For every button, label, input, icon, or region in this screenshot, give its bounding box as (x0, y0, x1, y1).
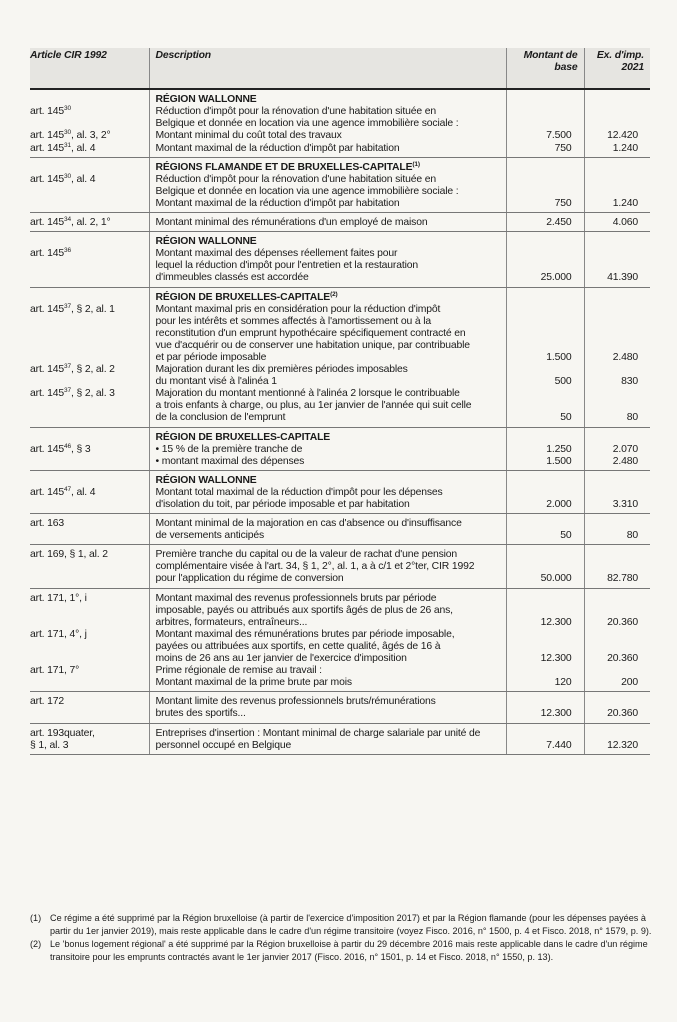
description-cell (149, 514, 506, 545)
article-line (30, 499, 143, 511)
tax-year-amount-line: 830 (621, 376, 638, 388)
article-line: art. $145^{36}$ (30, 247, 71, 260)
table-row (30, 470, 650, 513)
tax-year-amount-line (591, 364, 639, 376)
article-line: art. $145^{37}$, § 2, al. 2 (30, 363, 115, 376)
base-amount-line (513, 593, 572, 605)
superscript: 30 (64, 172, 71, 180)
article-line (30, 617, 143, 629)
base-amount-line (513, 174, 572, 186)
tax-year-amount-line (591, 475, 639, 487)
description-line: Réduction d'impôt pour la rénovation d'une habitation située en (155, 106, 436, 118)
article-cell (30, 692, 149, 723)
table-row (30, 89, 650, 157)
description-line: • 15 % de la première tranche de (155, 443, 303, 455)
article-cell (30, 545, 149, 588)
base-amount-cell (506, 470, 584, 513)
base-amount-line (513, 340, 572, 352)
header-description: Description (149, 48, 506, 89)
base-amount-line (513, 94, 572, 106)
description-line: Montant maximal de la réduction d'impôt par habitation (155, 197, 400, 209)
base-amount-cell (506, 89, 584, 157)
tax-year-amount-line: 41.390 (607, 272, 638, 284)
article-cell (30, 588, 149, 692)
article-cell (30, 213, 149, 232)
tax-year-amount-cell (584, 723, 650, 754)
footnote-marker: (2) (30, 939, 42, 949)
tax-year-amount-line (591, 248, 639, 260)
description-line: Majoration du montant mentionné à l'alinéa 2 lorsque le contribuable (155, 388, 460, 400)
base-amount-line: 25.000 (540, 272, 572, 284)
article-line (30, 94, 143, 106)
article-line (30, 573, 143, 585)
article-line: art. 171, 1°, i (30, 592, 87, 604)
superscript: 47 (64, 485, 71, 493)
tax-year-amount-line (591, 162, 639, 174)
tax-year-amount-line (591, 432, 639, 444)
table-row (30, 692, 650, 723)
base-amount-line: 12.300 (540, 653, 572, 665)
tax-year-amount-line: 20.360 (607, 616, 638, 628)
tax-year-amount-line: 80 (626, 412, 638, 424)
description-line: et par période imposable (155, 351, 267, 363)
base-amount-line: 12.300 (540, 616, 572, 628)
article-line: art. 163 (30, 518, 65, 530)
base-amount-cell (506, 157, 584, 212)
base-amount-line (513, 186, 572, 198)
tax-year-amount-line: 4.060 (612, 217, 638, 229)
base-amount-line (513, 487, 572, 499)
tax-year-amount-line: 20.360 (607, 708, 638, 720)
base-amount-line (513, 388, 572, 400)
tax-year-amount-cell (584, 89, 650, 157)
base-amount-cell (506, 545, 584, 588)
base-amount-cell (506, 287, 584, 427)
tax-year-amount-line (591, 400, 639, 412)
base-amount-cell (506, 692, 584, 723)
tax-year-amount-line: 200 (621, 677, 638, 689)
tax-year-amount-line: 2.480 (612, 455, 638, 467)
article-line (30, 186, 143, 198)
base-amount-line (513, 304, 572, 316)
description-line: Prime régionale de remise au travail : (155, 665, 322, 677)
article-line (30, 272, 143, 284)
base-amount-line: 750 (554, 197, 572, 209)
description-line: Belgique et donnée en location via une agence immobilière sociale : (155, 185, 459, 197)
article-line: art. $145^{31}$, al. 4 (30, 141, 96, 154)
footnote-text (50, 912, 655, 938)
description-line: complémentaire visée à l'art. 34, § 1, 2°, al. 1, a à c/1 et 2°ter, CIR 1992 (155, 561, 475, 573)
base-amount-line: 7.500 (546, 130, 572, 142)
tax-year-amount-line (591, 236, 639, 248)
tax-year-amount-line: 2.480 (612, 351, 638, 363)
article-line: § 1, al. 3 (30, 739, 69, 751)
base-amount-cell (506, 213, 584, 232)
description-line: de versements anticipés (155, 530, 265, 542)
tax-year-amount-cell (584, 588, 650, 692)
description-cell (149, 232, 506, 287)
header-article: Article CIR 1992 (30, 48, 149, 89)
base-amount-line: 1.500 (546, 455, 572, 467)
table-row (30, 232, 650, 287)
article-line: art. $145^{37}$, § 2, al. 3 (30, 387, 115, 400)
tax-year-amount-line: 3.310 (612, 499, 638, 510)
document-page (30, 48, 650, 755)
tax-year-amount-line (591, 593, 639, 605)
base-amount-line (513, 518, 572, 530)
article-line: art. $145^{47}$, al. 4 (30, 485, 96, 498)
article-cell (30, 232, 149, 287)
article-line: art. 169, § 1, al. 2 (30, 549, 108, 561)
description-line: Réduction d'impôt pour la rénovation d'une habitation située en (155, 173, 436, 185)
base-amount-cell (506, 588, 584, 692)
footnote-line: partir du 1er janvier 2019), mais reste applicable dans le cadre d'un régime transitoire (voyez Fisco. 2016, n° 1500, p. 4 et Fisco. 2018, n° 1579, p. 9). (50, 926, 652, 936)
tax-year-amount-line: 1.240 (612, 142, 638, 154)
article-line: art. $145^{46}$, § 3 (30, 442, 91, 455)
description-line: RÉGION WALLONNE (155, 474, 257, 486)
description-line: Montant maximal de la réduction d'impôt par habitation (155, 142, 400, 154)
base-amount-line: 500 (554, 376, 572, 388)
description-line: Montant minimal des rémunérations d'un employé de maison (155, 217, 428, 229)
footnotes (30, 912, 655, 964)
tax-year-amount-line: 1.240 (612, 197, 638, 209)
tax-amounts-table (30, 48, 650, 755)
description-cell (149, 588, 506, 692)
description-line: a trois enfants à charge, ou plus, au 1er janvier de l'année qui suit celle (155, 400, 472, 412)
footnote-line: Ce régime a été supprimé par la Région bruxelloise (à partir de l'exercice d'imposition 2017) et par la Région flamande (pour les dépenses payées à (50, 913, 646, 923)
base-amount-line (513, 364, 572, 376)
tax-year-amount-cell (584, 514, 650, 545)
superscript: (2) (330, 290, 338, 298)
article-line (30, 653, 143, 665)
base-amount-line (513, 629, 572, 641)
tax-year-amount-line (591, 316, 639, 328)
description-line: d'isolation du toit, par période imposable et par habitation (155, 499, 410, 510)
description-cell (149, 157, 506, 212)
base-amount-line (513, 432, 572, 444)
base-amount-line: 50 (560, 530, 572, 542)
description-line: Belgique et donnée en location via une agence immobilière sociale : (155, 118, 459, 130)
tax-year-amount-cell (584, 470, 650, 513)
base-amount-line (513, 248, 572, 260)
tax-year-amount-line (591, 728, 639, 740)
description-cell (149, 427, 506, 470)
article-line (30, 641, 143, 653)
description-line: RÉGION DE BRUXELLES-CAPITALE (155, 431, 331, 443)
article-line: art. 193quater, (30, 727, 95, 739)
article-line (30, 475, 143, 487)
article-line: art. $145^{34}$, al. 2, 1° (30, 216, 111, 229)
tax-year-amount-line (591, 696, 639, 708)
article-line: art. $145^{30}$, al. 4 (30, 172, 96, 185)
base-amount-line (513, 236, 572, 248)
description-line: imposable, payés ou attribués aux sportifs âgés de plus de 26 ans, (155, 604, 453, 616)
tax-year-amount-line (591, 487, 639, 499)
description-line: du montant visé à l'alinéa 1 (155, 376, 277, 388)
base-amount-line (513, 162, 572, 174)
footnote (30, 912, 655, 938)
superscript: 34 (64, 216, 71, 224)
base-amount-line: 120 (554, 677, 572, 689)
description-cell (149, 89, 506, 157)
description-line: de la conclusion de l'emprunt (155, 412, 286, 424)
table-row (30, 427, 650, 470)
description-line: payées ou attribuées aux sportifs, en cette qualité, âgés de 16 à (155, 640, 441, 652)
article-line: art. 172 (30, 696, 65, 708)
superscript: 30 (64, 129, 71, 137)
tax-year-amount-cell (584, 232, 650, 287)
base-amount-line (513, 400, 572, 412)
article-line (30, 340, 143, 352)
article-cell (30, 470, 149, 513)
article-line: art. 171, 7° (30, 665, 80, 677)
description-line: moins de 26 ans au 1er janvier de l'exercice d'imposition (155, 653, 407, 665)
base-amount-line (513, 696, 572, 708)
table-row (30, 723, 650, 754)
footnote-line: transitoire pour les emprunts contractés avant le 1er janvier 2017 (Fisco. 2016, n° 1501, p. 14 et Fisco. 2018, n° 1550, p. 13). (50, 952, 554, 962)
tax-year-amount-line (591, 561, 639, 573)
tax-year-amount-line: 12.420 (607, 130, 638, 142)
tax-year-amount-line (591, 605, 639, 617)
tax-year-amount-line (591, 518, 639, 530)
base-amount-line (513, 316, 572, 328)
article-line (30, 198, 143, 210)
base-amount-line (513, 605, 572, 617)
header-tax-year: Ex. d'imp. 2021 (584, 48, 650, 89)
article-line (30, 316, 143, 328)
article-line: art. $145^{37}$, § 2, al. 1 (30, 302, 115, 315)
tax-year-amount-line (591, 106, 639, 118)
description-cell (149, 545, 506, 588)
article-line (30, 260, 143, 272)
tax-year-amount-line (591, 260, 639, 272)
tax-year-amount-line (591, 665, 639, 677)
description-line: Première tranche du capital ou de la valeur de rachat d'une pension (155, 549, 458, 561)
description-line: brutes des sportifs... (155, 708, 246, 720)
base-amount-line: 1.250 (546, 443, 572, 455)
tax-year-amount-cell (584, 157, 650, 212)
base-amount-line: 1.500 (546, 351, 572, 363)
base-amount-line: 7.440 (546, 739, 572, 751)
description-line: Montant maximal pris en considération pour la réduction d'impôt (155, 303, 441, 315)
base-amount-line: 2.450 (546, 217, 572, 229)
article-line: art. $145^{30}$, al. 3, 2° (30, 129, 111, 142)
description-line: lequel la réduction d'impôt pour l'entretien et la restauration (155, 260, 419, 272)
table-row (30, 287, 650, 427)
superscript: (1) (412, 160, 420, 168)
table-row (30, 545, 650, 588)
tax-year-amount-line (591, 328, 639, 340)
article-line (30, 236, 143, 248)
tax-year-amount-line (591, 186, 639, 198)
superscript: 37 (64, 302, 71, 310)
base-amount-line: 12.300 (540, 708, 572, 720)
tax-year-amount-line (591, 292, 639, 304)
base-amount-line (513, 641, 572, 653)
footnote (30, 938, 655, 964)
article-line (30, 561, 143, 573)
description-line: d'immeubles classés est accordée (155, 272, 309, 284)
base-amount-line: 50 (560, 412, 572, 424)
superscript: 31 (64, 141, 71, 149)
table-row (30, 157, 650, 212)
article-line (30, 605, 143, 617)
base-amount-line (513, 106, 572, 118)
description-line: personnel occupé en Belgique (155, 739, 292, 751)
base-amount-line (513, 328, 572, 340)
tax-year-amount-cell (584, 213, 650, 232)
tax-year-amount-cell (584, 287, 650, 427)
description-line: Montant minimal du coût total des travaux (155, 130, 342, 142)
description-cell (149, 470, 506, 513)
article-line (30, 118, 143, 130)
description-line: Montant total maximal de la réduction d'impôt pour les dépenses (155, 486, 443, 498)
article-line: art. $145^{30}$ (30, 105, 71, 118)
article-line (30, 292, 143, 304)
description-line: Montant maximal des dépenses réellement faites pour (155, 248, 398, 260)
tax-year-amount-cell (584, 545, 650, 588)
base-amount-line (513, 561, 572, 573)
tax-year-amount-line (591, 388, 639, 400)
base-amount-cell (506, 723, 584, 754)
article-cell (30, 723, 149, 754)
description-line: Montant maximal des revenus professionnels bruts par période (155, 592, 437, 604)
description-line: RÉGION WALLONNE (155, 94, 257, 106)
base-amount-cell (506, 232, 584, 287)
article-line (30, 708, 143, 720)
description-line: Montant maximal des rémunérations brutes par période imposable, (155, 628, 455, 640)
article-line (30, 456, 143, 468)
article-line (30, 400, 143, 412)
superscript: 37 (64, 363, 71, 371)
tax-year-amount-line: 20.360 (607, 653, 638, 665)
description-line: pour les intérêts et sommes affectés à l'amortissement ou à la (155, 315, 431, 327)
base-amount-cell (506, 514, 584, 545)
base-amount-line (513, 292, 572, 304)
tax-year-amount-line (591, 174, 639, 186)
description-line: Majoration durant les dix premières périodes imposables (155, 364, 408, 376)
tax-year-amount-cell (584, 427, 650, 470)
article-line (30, 352, 143, 364)
description-line: RÉGIONS FLAMANDE ET DE BRUXELLES-CAPITALE$^{(1)}$ (155, 160, 420, 173)
article-line (30, 162, 143, 174)
superscript: 30 (64, 105, 71, 113)
article-line (30, 328, 143, 340)
tax-year-amount-line: 12.320 (607, 739, 638, 751)
tax-year-amount-line (591, 304, 639, 316)
footnote-text (50, 938, 655, 964)
base-amount-line (513, 549, 572, 561)
tax-year-amount-line: 82.780 (607, 573, 638, 585)
superscript: 37 (64, 387, 71, 395)
description-cell (149, 287, 506, 427)
description-line: RÉGION DE BRUXELLES-CAPITALE$^{(2)}$ (155, 290, 338, 303)
tax-year-amount-line (591, 641, 639, 653)
tax-year-amount-cell (584, 692, 650, 723)
base-amount-line: 2.000 (546, 499, 572, 510)
base-amount-line: 50.000 (540, 573, 572, 585)
article-line (30, 530, 143, 542)
tax-year-amount-line (591, 549, 639, 561)
description-cell (149, 213, 506, 232)
base-amount-line (513, 260, 572, 272)
superscript: 36 (64, 247, 71, 255)
article-line (30, 412, 143, 424)
description-line: Montant minimal de la majoration en cas d'absence ou d'insuffisance (155, 518, 462, 530)
tax-year-amount-line (591, 629, 639, 641)
description-cell (149, 723, 506, 754)
article-cell (30, 287, 149, 427)
base-amount-line (513, 118, 572, 130)
description-line: Montant limite des revenus professionnels bruts/rémunérations (155, 696, 436, 708)
tax-year-amount-line (591, 340, 639, 352)
description-cell (149, 692, 506, 723)
article-line (30, 677, 143, 689)
description-line: reconstitution d'un emprunt hypothécaire spécifiquement contracté en (155, 327, 466, 339)
table-row (30, 514, 650, 545)
description-line: pour l'application du régime de conversion (155, 573, 344, 585)
article-cell (30, 514, 149, 545)
article-cell (30, 89, 149, 157)
superscript: 46 (64, 442, 71, 450)
tax-year-amount-line: 80 (626, 530, 638, 542)
tax-year-amount-line (591, 118, 639, 130)
table-row (30, 588, 650, 692)
base-amount-cell (506, 427, 584, 470)
description-line: arbitres, formateurs, entraîneurs... (155, 616, 308, 628)
table-row (30, 213, 650, 232)
table-header-row (30, 48, 650, 89)
article-cell (30, 427, 149, 470)
table-body (30, 89, 650, 754)
article-line (30, 376, 143, 388)
footnote-line: Le 'bonus logement régional' a été supprimé par la Région bruxelloise à partir du 29 décembre 2016 mais reste applicable dans le cadre d'un régime (50, 939, 648, 949)
base-amount-line (513, 665, 572, 677)
description-line: RÉGION WALLONNE (155, 236, 257, 248)
base-amount-line: 750 (554, 142, 572, 154)
description-line: Montant maximal de la prime brute par mois (155, 677, 352, 689)
base-amount-line (513, 475, 572, 487)
article-cell (30, 157, 149, 212)
base-amount-line (513, 728, 572, 740)
footnote-marker: (1) (30, 913, 42, 923)
header-base-amount: Montant de base (506, 48, 584, 89)
tax-year-amount-line (591, 94, 639, 106)
tax-year-amount-line: 2.070 (612, 443, 638, 455)
article-line: art. 171, 4°, j (30, 628, 87, 640)
description-line: Entreprises d'insertion : Montant minimal de charge salariale par unité de (155, 727, 481, 739)
article-line (30, 432, 143, 444)
description-line: vue d'acquérir ou de conserver une habitation unique, par contribuable (155, 339, 470, 351)
description-line: • montant maximal des dépenses (155, 455, 305, 467)
